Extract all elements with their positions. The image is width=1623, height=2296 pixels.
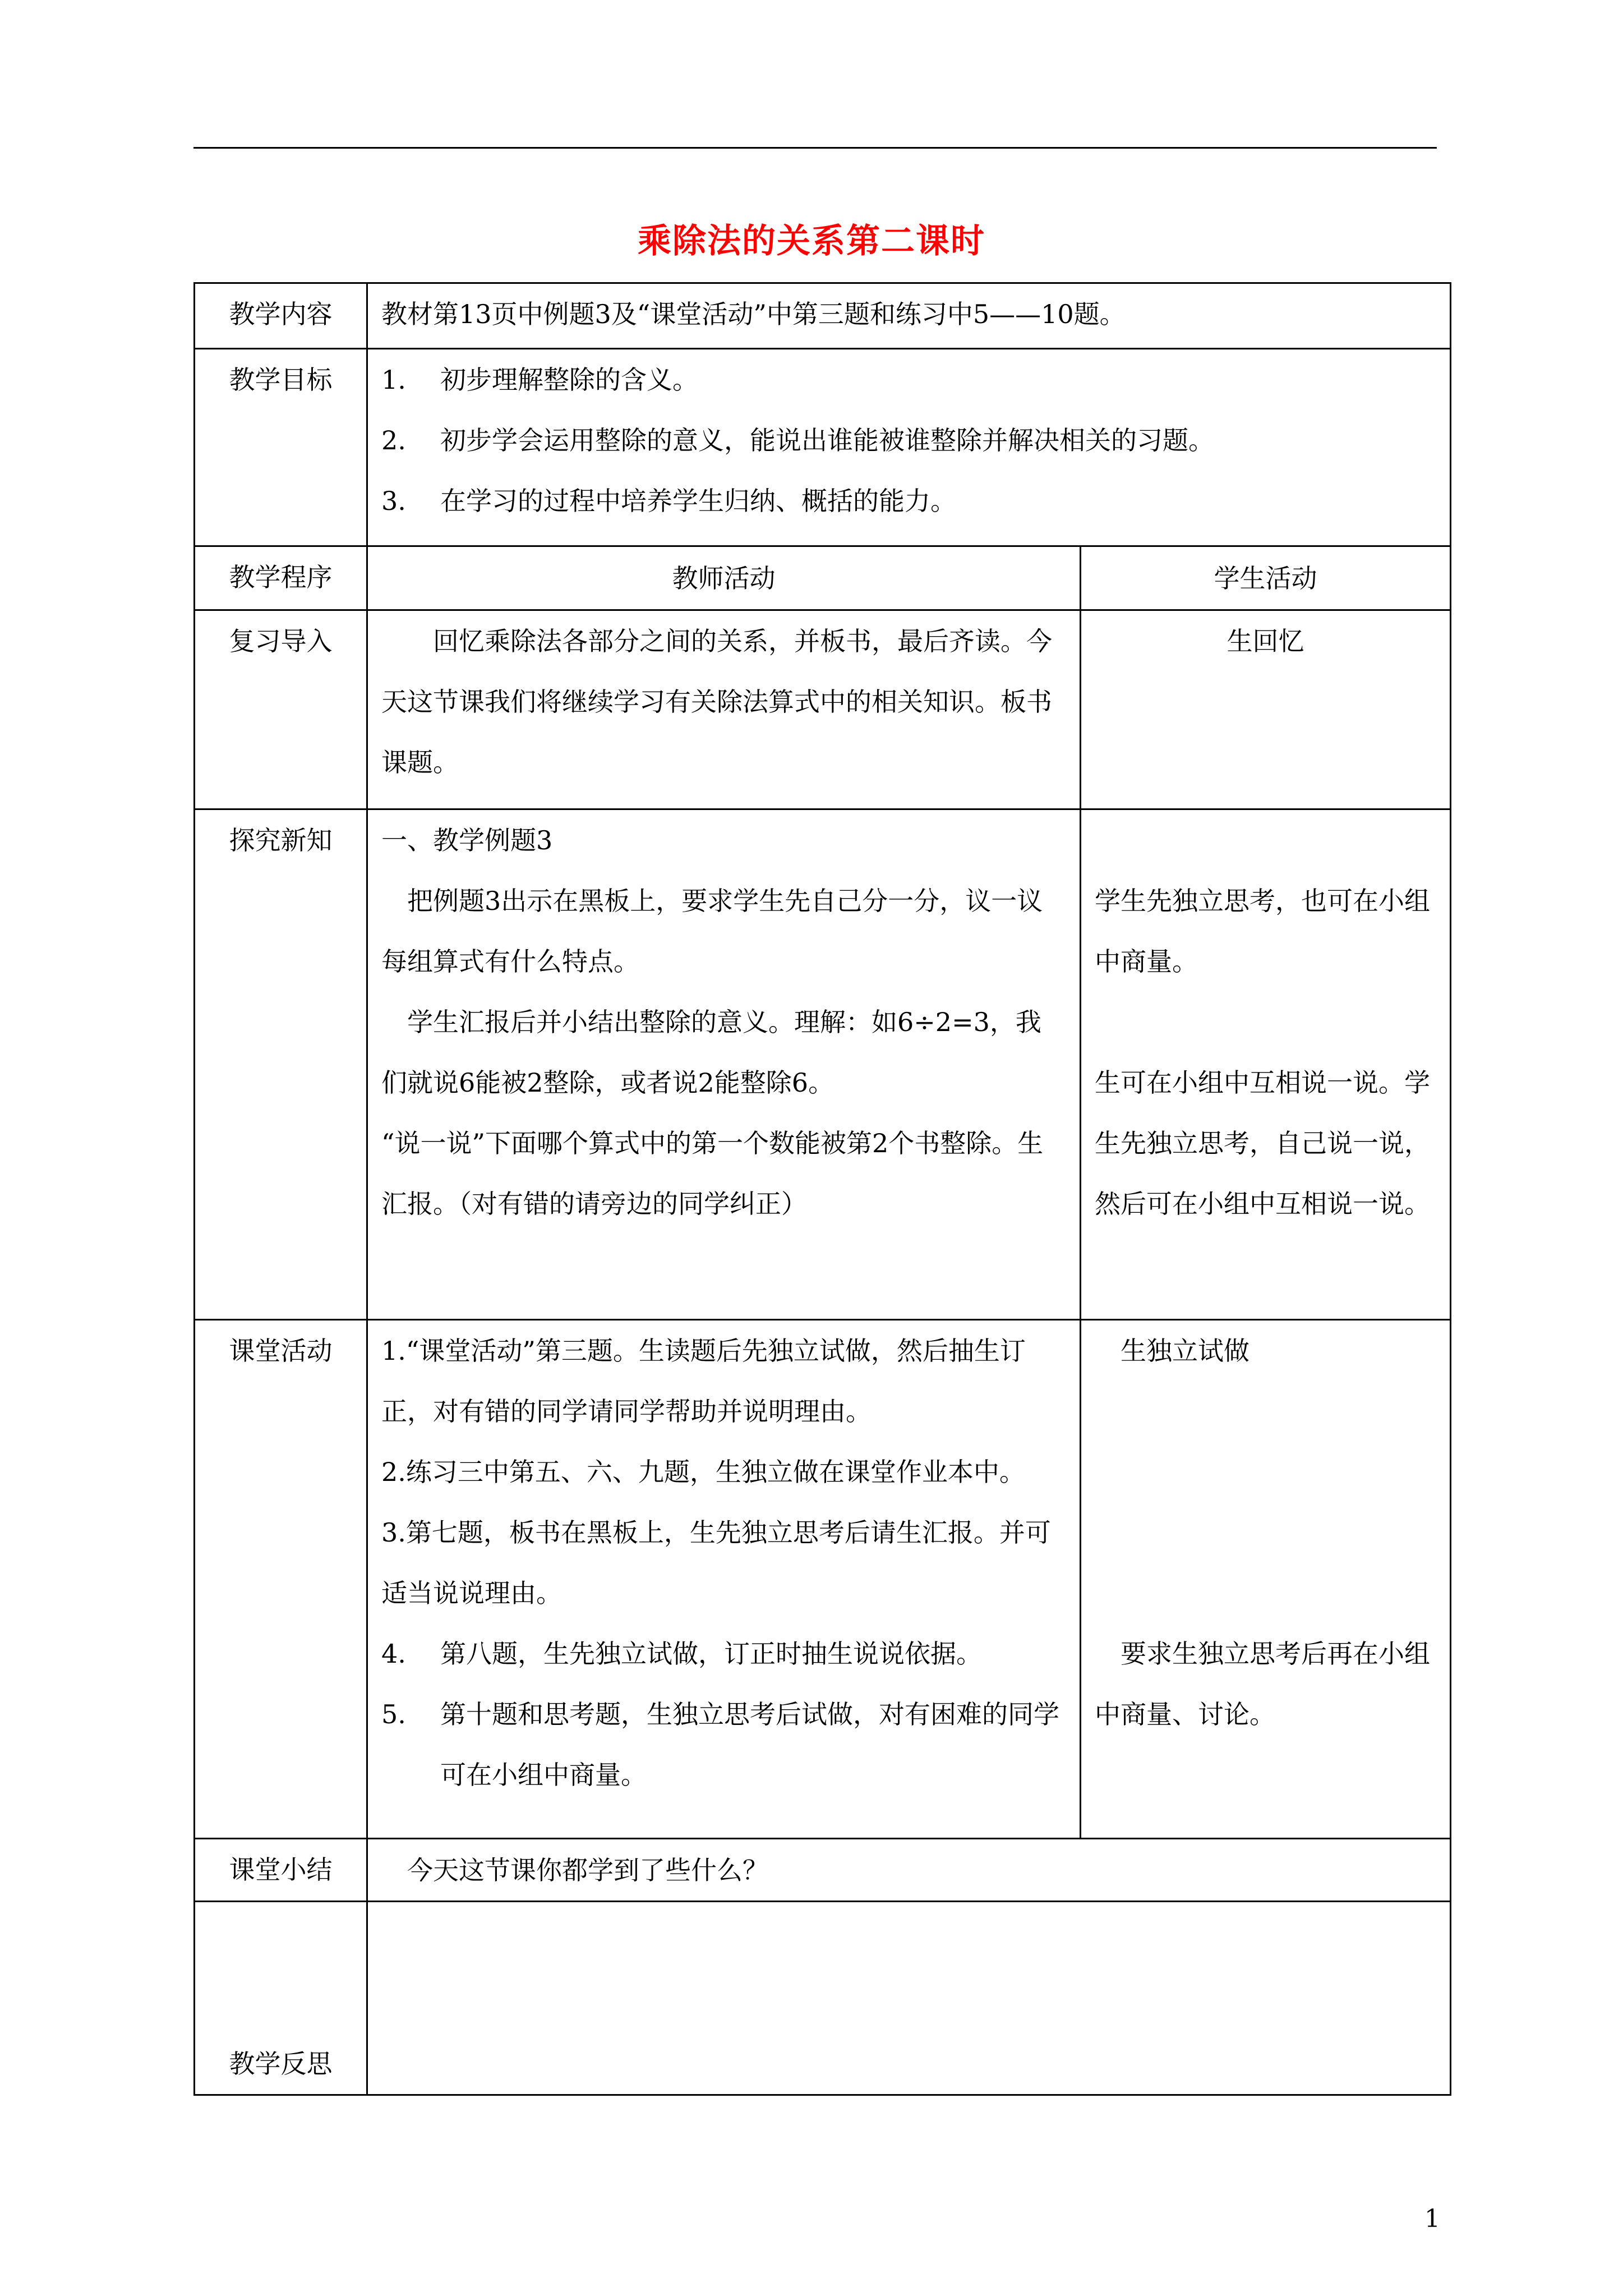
row-label-procedure: 教学程序	[195, 546, 367, 610]
activity-line: 2.练习三中第五、六、九题，生独立做在课堂作业本中。	[381, 1457, 1025, 1487]
review-student: 生回忆	[1081, 610, 1451, 809]
explore-student-line: 生可在小组中互相说一说。学生先独立思考，自己说一说，然后可在小组中互相说一说。	[1095, 1068, 1430, 1219]
row-content	[195, 283, 1451, 349]
content-text: 教材第13页中例题3及“课堂活动”中第三题和练习中5——10题。	[367, 283, 1451, 349]
explore-student	[1081, 809, 1451, 1320]
row-goals	[195, 349, 1451, 546]
explore-line: 一、教学例题3	[381, 825, 553, 855]
student-activity-header: 学生活动	[1081, 546, 1451, 610]
row-label-explore: 探究新知	[195, 809, 367, 1320]
row-label-content: 教学内容	[195, 283, 367, 349]
lesson-plan-table	[193, 282, 1451, 2096]
explore-teacher	[367, 809, 1081, 1320]
review-teacher: 回忆乘除法各部分之间的关系，并板书，最后齐读。今天这节课我们将继续学习有关除法算式中的相关知识。板书课题。	[367, 610, 1081, 809]
page-title: 乘除法的关系第二课时	[638, 222, 985, 261]
row-summary	[195, 1839, 1451, 1902]
row-procedure	[195, 546, 1451, 610]
explore-line: 把例题3出示在黑板上，要求学生先自己分一分，议一议每组算式有什么特点。	[381, 886, 1043, 977]
teacher-activity-header: 教师活动	[367, 546, 1081, 610]
row-label-activity: 课堂活动	[195, 1320, 367, 1839]
activity-student-line: 生独立试做	[1121, 1336, 1249, 1366]
activity-student-line: 要求生独立思考后再在小组中商量、讨论。	[1095, 1639, 1430, 1729]
activity-line: 5. 第十题和思考题，生独立思考后试做，对有困难的同学可在小组中商量。	[381, 1699, 1059, 1790]
page-number: 1	[1424, 2205, 1440, 2233]
row-label-summary: 课堂小结	[195, 1839, 367, 1902]
goal-item: 1. 初步理解整除的含义。	[381, 365, 698, 395]
explore-student-line: 学生先独立思考，也可在小组中商量。	[1095, 886, 1430, 977]
activity-line: 3.第七题，板书在黑板上，生先独立思考后请生汇报。并可适当说说理由。	[381, 1517, 1051, 1608]
row-reflection	[195, 1902, 1451, 2095]
activity-line: 4. 第八题，生先独立试做，订正时抽生说说依据。	[381, 1639, 982, 1669]
activity-line: 1.“课堂活动”第三题。生读题后先独立试做，然后抽生订正，对有错的同学请同学帮助并说明理由。	[381, 1336, 1026, 1427]
activity-student	[1081, 1320, 1451, 1839]
row-label-goals: 教学目标	[195, 349, 367, 546]
goal-item: 2. 初步学会运用整除的意义，能说出谁能被谁整除并解决相关的习题。	[381, 425, 1214, 455]
row-explore	[195, 809, 1451, 1320]
summary-text: 今天这节课你都学到了些什么？	[367, 1839, 1451, 1902]
explore-line: “说一说”下面哪个算式中的第一个数能被第2个书整除。生汇报。（对有错的请旁边的同学纠正）	[381, 1128, 1044, 1219]
goals-list	[367, 349, 1451, 546]
row-review	[195, 610, 1451, 809]
row-activity	[195, 1320, 1451, 1839]
header-rule	[193, 147, 1437, 149]
goal-item: 3. 在学习的过程中培养学生归纳、概括的能力。	[381, 486, 956, 516]
row-label-review: 复习导入	[195, 610, 367, 809]
activity-teacher	[367, 1320, 1081, 1839]
row-label-reflection: 教学反思	[195, 1902, 367, 2095]
reflection-text	[367, 1902, 1451, 2095]
explore-line: 学生汇报后并小结出整除的意义。理解：如6÷2=3，我们就说6能被2整除，或者说2能整除6。	[381, 1007, 1041, 1098]
